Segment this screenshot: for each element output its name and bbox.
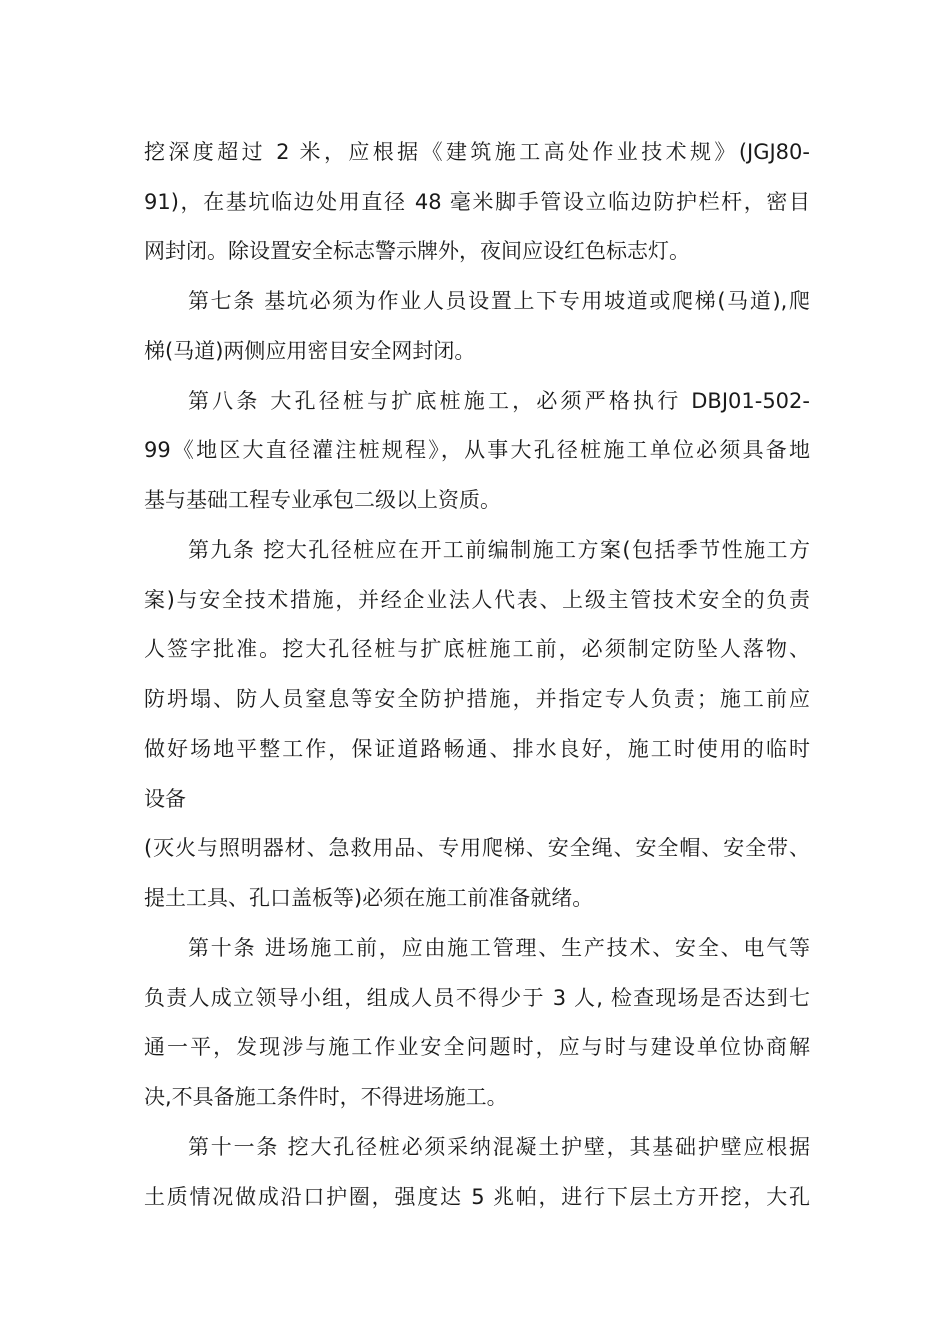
text-line: (灭火与照明器材、急救用品、专用爬梯、安全绳、安全帽、安全带、 xyxy=(144,836,810,860)
paragraph-start-line: 第十条 进场施工前，应由施工管理、生产技术、安全、电气等 xyxy=(188,936,810,960)
text-line: 网封闭。除设置安全标志警示牌外，夜间应设红色标志灯。 xyxy=(144,239,690,263)
text-line: 决,不具备施工条件时，不得进场施工。 xyxy=(144,1085,508,1109)
text-line: 91)，在基坑临边处用直径 48 毫米脚手管设立临边防护栏杆，密目 xyxy=(144,190,810,214)
text-line: 负责人成立领导小组，组成人员不得少于 3 人, 检查现场是否达到七 xyxy=(144,986,810,1010)
text-line: 设备 xyxy=(144,787,186,811)
text-line: 土质情况做成沿口护圈，强度达 5 兆帕，进行下层土方开挖，大孔 xyxy=(144,1185,810,1209)
paragraph-start-line: 第十一条 挖大孔径桩必须采纳混凝土护壁，其基础护壁应根据 xyxy=(188,1135,810,1159)
paragraph-start-line: 第九条 挖大孔径桩应在开工前编制施工方案(包括季节性施工方 xyxy=(188,538,810,562)
text-line: 做好场地平整工作，保证道路畅通、排水良好，施工时使用的临时 xyxy=(144,737,810,761)
text-line: 挖深度超过 2 米，应根据《建筑施工高处作业技术规》(JGJ80- xyxy=(144,140,810,164)
paragraph-start-line: 第七条 基坑必须为作业人员设置上下专用坡道或爬梯(马道),爬 xyxy=(188,289,810,313)
text-line: 通一平，发现涉与施工作业安全问题时，应与时与建设单位协商解 xyxy=(144,1035,810,1059)
paragraph-start-line: 第八条 大孔径桩与扩底桩施工，必须严格执行 DBJ01-502- xyxy=(188,389,810,413)
text-line: 防坍塌、防人员窒息等安全防护措施，并指定专人负责；施工前应 xyxy=(144,687,810,711)
text-line: 案)与安全技术措施，并经企业法人代表、上级主管技术安全的负责 xyxy=(144,588,810,612)
text-line: 99《地区大直径灌注桩规程》，从事大孔径桩施工单位必须具备地 xyxy=(144,438,810,462)
text-line: 提土工具、孔口盖板等)必须在施工前准备就绪。 xyxy=(144,886,594,910)
text-line: 基与基础工程专业承包二级以上资质。 xyxy=(144,488,501,512)
text-line: 梯(马道)两侧应用密目安全网封闭。 xyxy=(144,339,476,363)
text-line: 人签字批准。挖大孔径桩与扩底桩施工前，必须制定防坠人落物、 xyxy=(144,637,810,661)
